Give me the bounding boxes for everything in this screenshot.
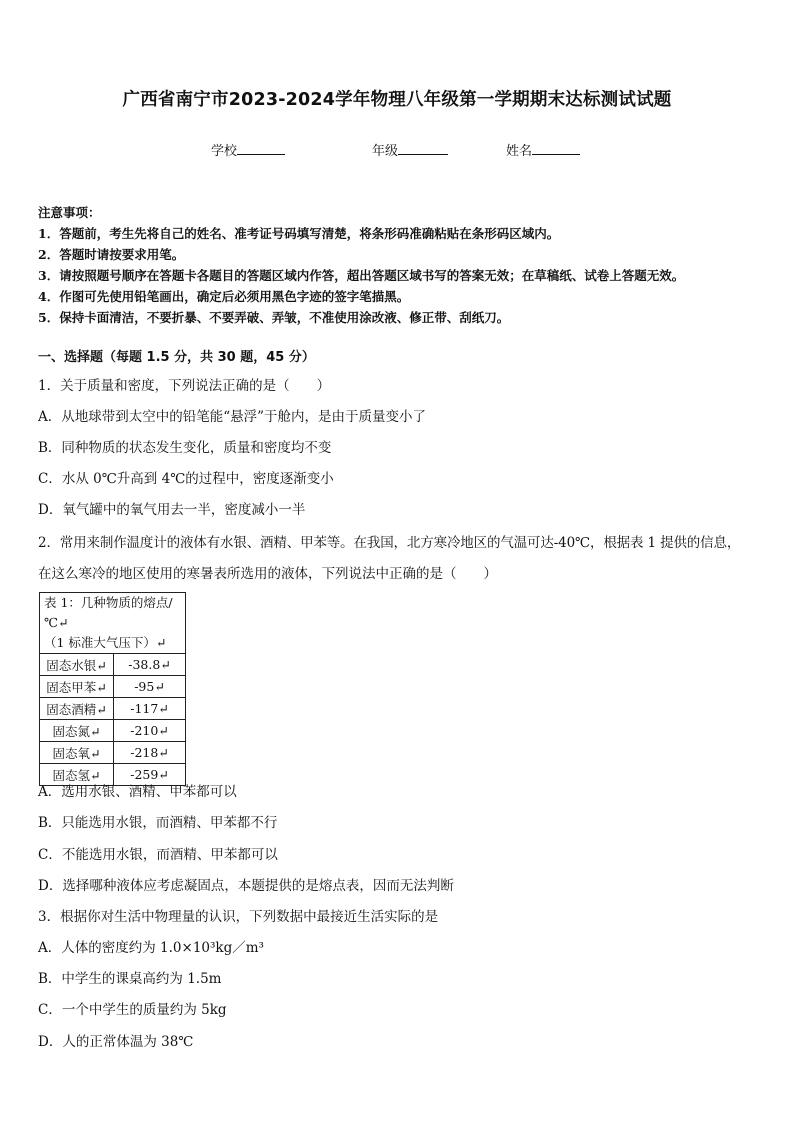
substance-cell: 固态酒精↵ — [40, 698, 114, 720]
substance-cell: 固态氮↵ — [40, 720, 114, 742]
question-2-option-b: B．只能选用水银，而酒精、甲苯都不行 — [38, 815, 278, 831]
table-row — [40, 654, 186, 676]
melting-point-cell: -95↵ — [114, 676, 186, 698]
question-2-option-a: A．选用水银、酒精、甲苯都可以 — [38, 784, 237, 800]
question-2-stem-line-2: 在这么寒冷的地区使用的寒暑表所选用的液体，下列说法中正确的是（ ） — [38, 566, 497, 582]
school-field — [211, 140, 285, 159]
melting-point-cell: -218↵ — [114, 742, 186, 764]
melting-point-cell: -210↵ — [114, 720, 186, 742]
question-1-option-b: B．同种物质的状态发生变化，质量和密度均不变 — [38, 440, 332, 456]
school-label: 学校 — [211, 144, 238, 159]
student-info-row — [0, 140, 794, 160]
question-3-option-d: D．人的正常体温为 38℃ — [38, 1034, 194, 1050]
table-row — [40, 676, 186, 698]
melting-point-table — [39, 592, 186, 786]
note-item: 2．答题时请按要求用笔。 — [38, 247, 185, 262]
question-1-option-d: D．氧气罐中的氧气用去一半，密度减小一半 — [38, 502, 306, 518]
name-blank — [532, 141, 580, 155]
substance-cell: 固态水银↵ — [40, 654, 114, 676]
school-blank — [237, 141, 285, 155]
exam-title: 广西省南宁市2023-2024学年物理八年级第一学期期末达标测试试题 — [122, 90, 672, 110]
melting-point-cell: -38.8↵ — [114, 654, 186, 676]
substance-cell: 固态甲苯↵ — [40, 676, 114, 698]
question-3-option-c: C．一个中学生的质量约为 5kg — [38, 1002, 227, 1018]
grade-label: 年级 — [372, 144, 399, 159]
question-2-option-c: C．不能选用水银，而酒精、甲苯都可以 — [38, 847, 278, 863]
table-caption-line-1: 表 1：几种物质的熔点/℃↵ — [44, 595, 173, 630]
substance-cell: 固态氧↵ — [40, 742, 114, 764]
note-item: 5．保持卡面清洁，不要折暴、不要弄破、弄皱，不准使用涂改液、修正带、刮纸刀。 — [38, 310, 510, 325]
exam-notes — [38, 202, 768, 328]
question-2-stem-line-1: 2．常用来制作温度计的液体有水银、酒精、甲苯等。在我国，北方寒冷地区的气温可达-40℃，根据表 1 提供的信息， — [38, 535, 741, 551]
section-heading: 一、选择题（每题 1.5 分，共 30 题，45 分） — [38, 350, 315, 365]
table-row — [40, 720, 186, 742]
table-row — [40, 698, 186, 720]
note-item: 1．答题前，考生先将自己的姓名、准考证号码填写清楚，将条形码准确粘贴在条形码区域内。 — [38, 226, 560, 241]
question-1-stem: 1．关于质量和密度，下列说法正确的是（ ） — [38, 378, 331, 394]
question-3-option-b: B．中学生的课桌高约为 1.5m — [38, 971, 222, 987]
question-1-option-c: C．水从 0℃升高到 4℃的过程中，密度逐渐变小 — [38, 471, 334, 487]
question-3-option-a: A．人体的密度约为 1.0×10³kg／m³ — [38, 940, 264, 956]
table-row — [40, 742, 186, 764]
notes-heading: 注意事项： — [38, 205, 101, 220]
note-item: 3．请按照题号顺序在答题卡各题目的答题区域内作答，超出答题区域书写的答案无效；在草稿纸、试卷上答题无效。 — [38, 268, 685, 283]
question-1-option-a: A．从地球带到太空中的铅笔能“悬浮”于舱内，是由于质量变小了 — [38, 409, 427, 425]
substance-cell: 固态氢↵ — [40, 764, 114, 786]
table-caption — [40, 593, 186, 654]
name-field — [506, 140, 580, 159]
melting-point-cell: -259↵ — [114, 764, 186, 786]
grade-field — [372, 140, 448, 159]
grade-blank — [398, 141, 448, 155]
question-3-stem: 3．根据你对生活中物理量的认识，下列数据中最接近生活实际的是 — [38, 909, 439, 925]
name-label: 姓名 — [506, 144, 533, 159]
question-2-option-d: D．选择哪种液体应考虑凝固点，本题提供的是熔点表，因而无法判断 — [38, 878, 454, 894]
melting-point-cell: -117↵ — [114, 698, 186, 720]
note-item: 4．作图可先使用铅笔画出，确定后必须用黑色字迹的签字笔描黑。 — [38, 289, 410, 304]
table-caption-line-2: （1 标准大气压下）↵ — [44, 635, 167, 650]
